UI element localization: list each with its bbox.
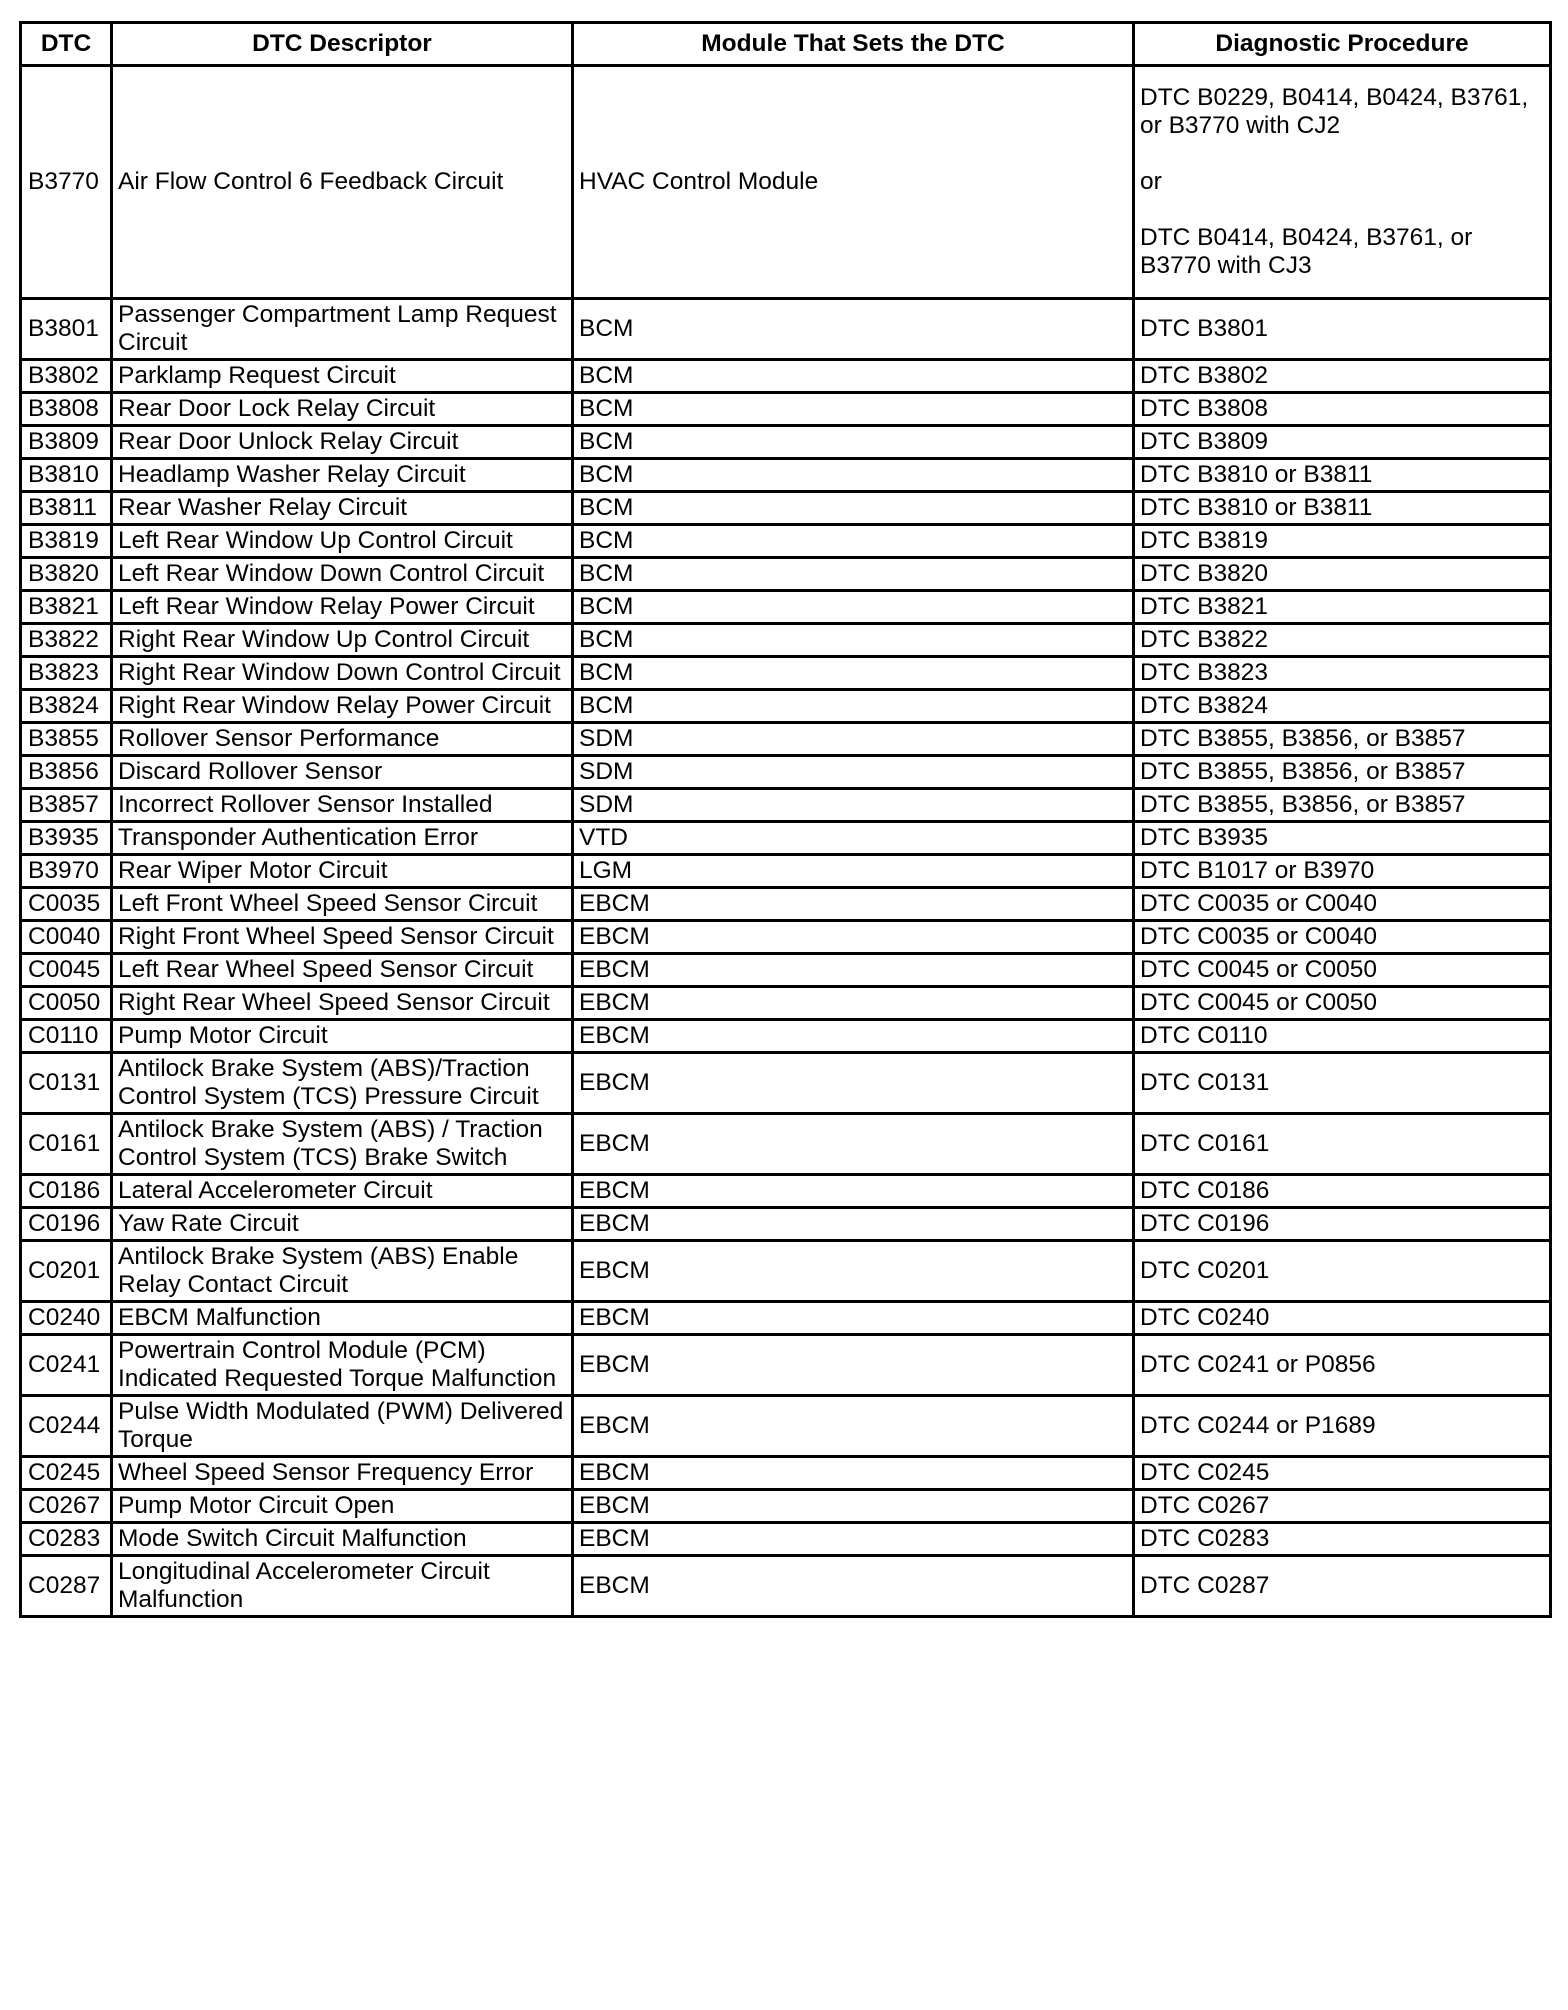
module-cell: EBCM xyxy=(573,987,1134,1020)
module-cell: BCM xyxy=(573,426,1134,459)
dtc-code-cell: C0240 xyxy=(21,1302,112,1335)
dtc-descriptor-cell: Powertrain Control Module (PCM) Indicated Requested Torque Malfunction xyxy=(112,1335,573,1396)
table-row xyxy=(21,525,1551,558)
dtc-code-cell: C0267 xyxy=(21,1490,112,1523)
dtc-descriptor-cell: Left Rear Wheel Speed Sensor Circuit xyxy=(112,954,573,987)
dtc-code-cell: B3822 xyxy=(21,624,112,657)
table-body xyxy=(21,66,1551,1617)
dtc-descriptor-cell: Pump Motor Circuit Open xyxy=(112,1490,573,1523)
dtc-descriptor-cell: Yaw Rate Circuit xyxy=(112,1208,573,1241)
table-row xyxy=(21,921,1551,954)
dtc-code-cell: B3810 xyxy=(21,459,112,492)
dtc-descriptor-cell: Left Rear Window Up Control Circuit xyxy=(112,525,573,558)
dtc-descriptor-cell: EBCM Malfunction xyxy=(112,1302,573,1335)
dtc-code-cell: C0035 xyxy=(21,888,112,921)
dtc-descriptor-cell: Headlamp Washer Relay Circuit xyxy=(112,459,573,492)
module-cell: BCM xyxy=(573,591,1134,624)
table-row xyxy=(21,426,1551,459)
dtc-table-container xyxy=(19,21,1552,1618)
diagnostic-procedure-cell: DTC C0035 or C0040 xyxy=(1134,888,1551,921)
dtc-descriptor-cell: Incorrect Rollover Sensor Installed xyxy=(112,789,573,822)
diagnostic-procedure-cell: DTC B3822 xyxy=(1134,624,1551,657)
dtc-code-cell: C0040 xyxy=(21,921,112,954)
table-row xyxy=(21,1114,1551,1175)
dtc-code-cell: C0110 xyxy=(21,1020,112,1053)
diagnostic-procedure-cell: DTC B3935 xyxy=(1134,822,1551,855)
diagnostic-procedure-cell: DTC C0196 xyxy=(1134,1208,1551,1241)
diagnostic-procedure-cell: DTC B3810 or B3811 xyxy=(1134,492,1551,525)
dtc-descriptor-cell: Discard Rollover Sensor xyxy=(112,756,573,789)
module-cell: EBCM xyxy=(573,1457,1134,1490)
table-row xyxy=(21,954,1551,987)
table-row xyxy=(21,1208,1551,1241)
dtc-descriptor-cell: Longitudinal Accelerometer Circuit Malfunction xyxy=(112,1556,573,1617)
dtc-code-cell: B3821 xyxy=(21,591,112,624)
diagnostic-procedure-cell: DTC B3820 xyxy=(1134,558,1551,591)
table-row xyxy=(21,888,1551,921)
module-cell: HVAC Control Module xyxy=(573,66,1134,299)
module-cell: BCM xyxy=(573,492,1134,525)
dtc-code-cell: B3811 xyxy=(21,492,112,525)
dtc-descriptor-cell: Right Front Wheel Speed Sensor Circuit xyxy=(112,921,573,954)
diagnostic-procedure-cell: DTC B3809 xyxy=(1134,426,1551,459)
dtc-descriptor-cell: Right Rear Window Relay Power Circuit xyxy=(112,690,573,723)
dtc-code-cell: B3970 xyxy=(21,855,112,888)
dtc-code-cell: B3857 xyxy=(21,789,112,822)
diagnostic-procedure-cell: DTC C0045 or C0050 xyxy=(1134,954,1551,987)
dtc-table xyxy=(19,21,1552,1618)
dtc-code-cell: B3809 xyxy=(21,426,112,459)
dtc-descriptor-cell: Rear Door Unlock Relay Circuit xyxy=(112,426,573,459)
diagnostic-procedure-cell: DTC C0283 xyxy=(1134,1523,1551,1556)
module-cell: EBCM xyxy=(573,1556,1134,1617)
dtc-code-cell: B3801 xyxy=(21,299,112,360)
dtc-code-cell: B3935 xyxy=(21,822,112,855)
diagnostic-procedure-cell: DTC C0131 xyxy=(1134,1053,1551,1114)
diagnostic-procedure-cell: DTC B3823 xyxy=(1134,657,1551,690)
dtc-code-cell: B3823 xyxy=(21,657,112,690)
dtc-code-cell: C0161 xyxy=(21,1114,112,1175)
header-module: Module That Sets the DTC xyxy=(573,23,1134,66)
table-row xyxy=(21,299,1551,360)
dtc-code-cell: B3808 xyxy=(21,393,112,426)
table-row xyxy=(21,756,1551,789)
module-cell: EBCM xyxy=(573,1175,1134,1208)
dtc-descriptor-cell: Antilock Brake System (ABS)/Traction Control System (TCS) Pressure Circuit xyxy=(112,1053,573,1114)
dtc-descriptor-cell: Antilock Brake System (ABS) Enable Relay Contact Circuit xyxy=(112,1241,573,1302)
dtc-descriptor-cell: Mode Switch Circuit Malfunction xyxy=(112,1523,573,1556)
table-row xyxy=(21,1457,1551,1490)
dtc-code-cell: C0245 xyxy=(21,1457,112,1490)
diagnostic-procedure-cell: DTC B3801 xyxy=(1134,299,1551,360)
table-row xyxy=(21,690,1551,723)
diagnostic-procedure-cell: DTC C0244 or P1689 xyxy=(1134,1396,1551,1457)
table-row xyxy=(21,789,1551,822)
dtc-code-cell: B3856 xyxy=(21,756,112,789)
table-row xyxy=(21,1396,1551,1457)
module-cell: BCM xyxy=(573,657,1134,690)
dtc-code-cell: C0287 xyxy=(21,1556,112,1617)
table-row xyxy=(21,1490,1551,1523)
header-row xyxy=(21,23,1551,66)
dtc-descriptor-cell: Rollover Sensor Performance xyxy=(112,723,573,756)
diagnostic-procedure-cell: DTC B3808 xyxy=(1134,393,1551,426)
dtc-descriptor-cell: Transponder Authentication Error xyxy=(112,822,573,855)
dtc-code-cell: B3819 xyxy=(21,525,112,558)
dtc-descriptor-cell: Left Rear Window Down Control Circuit xyxy=(112,558,573,591)
dtc-code-cell: C0186 xyxy=(21,1175,112,1208)
table-row xyxy=(21,1175,1551,1208)
module-cell: BCM xyxy=(573,525,1134,558)
module-cell: BCM xyxy=(573,393,1134,426)
module-cell: BCM xyxy=(573,360,1134,393)
dtc-code-cell: C0131 xyxy=(21,1053,112,1114)
diagnostic-procedure-cell: DTC C0161 xyxy=(1134,1114,1551,1175)
diagnostic-procedure-cell: DTC C0267 xyxy=(1134,1490,1551,1523)
table-row xyxy=(21,492,1551,525)
dtc-code-cell: C0241 xyxy=(21,1335,112,1396)
dtc-descriptor-cell: Rear Wiper Motor Circuit xyxy=(112,855,573,888)
table-row xyxy=(21,1302,1551,1335)
table-row xyxy=(21,1241,1551,1302)
module-cell: EBCM xyxy=(573,1335,1134,1396)
table-row xyxy=(21,459,1551,492)
dtc-descriptor-cell: Rear Washer Relay Circuit xyxy=(112,492,573,525)
table-row xyxy=(21,657,1551,690)
module-cell: SDM xyxy=(573,723,1134,756)
diagnostic-procedure-cell: DTC B0229, B0414, B0424, B3761, or B3770 with CJ2 or DTC B0414, B0424, B3761, or B3770 with CJ3 xyxy=(1134,66,1551,299)
module-cell: BCM xyxy=(573,459,1134,492)
dtc-descriptor-cell: Lateral Accelerometer Circuit xyxy=(112,1175,573,1208)
dtc-code-cell: C0201 xyxy=(21,1241,112,1302)
header-procedure: Diagnostic Procedure xyxy=(1134,23,1551,66)
diagnostic-procedure-cell: DTC C0245 xyxy=(1134,1457,1551,1490)
table-row xyxy=(21,591,1551,624)
module-cell: SDM xyxy=(573,789,1134,822)
diagnostic-procedure-cell: DTC C0287 xyxy=(1134,1556,1551,1617)
dtc-descriptor-cell: Right Rear Window Up Control Circuit xyxy=(112,624,573,657)
dtc-descriptor-cell: Antilock Brake System (ABS) / Traction Control System (TCS) Brake Switch xyxy=(112,1114,573,1175)
diagnostic-procedure-cell: DTC B3802 xyxy=(1134,360,1551,393)
diagnostic-procedure-cell: DTC C0201 xyxy=(1134,1241,1551,1302)
diagnostic-procedure-cell: DTC B3819 xyxy=(1134,525,1551,558)
module-cell: EBCM xyxy=(573,1396,1134,1457)
diagnostic-procedure-cell: DTC C0110 xyxy=(1134,1020,1551,1053)
table-row xyxy=(21,1335,1551,1396)
table-row xyxy=(21,1020,1551,1053)
table-row xyxy=(21,723,1551,756)
dtc-descriptor-cell: Left Front Wheel Speed Sensor Circuit xyxy=(112,888,573,921)
module-cell: EBCM xyxy=(573,1053,1134,1114)
dtc-code-cell: C0244 xyxy=(21,1396,112,1457)
module-cell: EBCM xyxy=(573,1208,1134,1241)
dtc-descriptor-cell: Right Rear Window Down Control Circuit xyxy=(112,657,573,690)
dtc-code-cell: C0196 xyxy=(21,1208,112,1241)
module-cell: EBCM xyxy=(573,1114,1134,1175)
diagnostic-procedure-cell: DTC B3855, B3856, or B3857 xyxy=(1134,723,1551,756)
diagnostic-procedure-cell: DTC B3810 or B3811 xyxy=(1134,459,1551,492)
table-row xyxy=(21,1053,1551,1114)
table-row xyxy=(21,987,1551,1020)
module-cell: EBCM xyxy=(573,1490,1134,1523)
dtc-descriptor-cell: Left Rear Window Relay Power Circuit xyxy=(112,591,573,624)
diagnostic-procedure-cell: DTC C0035 or C0040 xyxy=(1134,921,1551,954)
module-cell: EBCM xyxy=(573,888,1134,921)
dtc-code-cell: B3824 xyxy=(21,690,112,723)
diagnostic-procedure-cell: DTC B3821 xyxy=(1134,591,1551,624)
dtc-code-cell: B3820 xyxy=(21,558,112,591)
diagnostic-procedure-cell: DTC B3855, B3856, or B3857 xyxy=(1134,789,1551,822)
diagnostic-procedure-cell: DTC C0045 or C0050 xyxy=(1134,987,1551,1020)
table-row xyxy=(21,393,1551,426)
table-row xyxy=(21,855,1551,888)
diagnostic-procedure-cell: DTC C0240 xyxy=(1134,1302,1551,1335)
table-row xyxy=(21,822,1551,855)
dtc-descriptor-cell: Right Rear Wheel Speed Sensor Circuit xyxy=(112,987,573,1020)
module-cell: SDM xyxy=(573,756,1134,789)
module-cell: EBCM xyxy=(573,1302,1134,1335)
module-cell: EBCM xyxy=(573,1523,1134,1556)
dtc-code-cell: B3802 xyxy=(21,360,112,393)
dtc-code-cell: C0283 xyxy=(21,1523,112,1556)
table-row xyxy=(21,1556,1551,1617)
module-cell: EBCM xyxy=(573,921,1134,954)
module-cell: VTD xyxy=(573,822,1134,855)
table-row xyxy=(21,558,1551,591)
module-cell: BCM xyxy=(573,299,1134,360)
module-cell: EBCM xyxy=(573,954,1134,987)
header-descriptor: DTC Descriptor xyxy=(112,23,573,66)
diagnostic-procedure-cell: DTC B3855, B3856, or B3857 xyxy=(1134,756,1551,789)
dtc-descriptor-cell: Rear Door Lock Relay Circuit xyxy=(112,393,573,426)
dtc-descriptor-cell: Pump Motor Circuit xyxy=(112,1020,573,1053)
header-dtc: DTC xyxy=(21,23,112,66)
dtc-code-cell: B3770 xyxy=(21,66,112,299)
dtc-descriptor-cell: Parklamp Request Circuit xyxy=(112,360,573,393)
dtc-descriptor-cell: Pulse Width Modulated (PWM) Delivered Torque xyxy=(112,1396,573,1457)
module-cell: EBCM xyxy=(573,1241,1134,1302)
dtc-code-cell: C0045 xyxy=(21,954,112,987)
module-cell: BCM xyxy=(573,690,1134,723)
diagnostic-procedure-cell: DTC B1017 or B3970 xyxy=(1134,855,1551,888)
module-cell: BCM xyxy=(573,624,1134,657)
diagnostic-procedure-cell: DTC C0241 or P0856 xyxy=(1134,1335,1551,1396)
dtc-code-cell: B3855 xyxy=(21,723,112,756)
module-cell: BCM xyxy=(573,558,1134,591)
diagnostic-procedure-cell: DTC B3824 xyxy=(1134,690,1551,723)
diagnostic-procedure-cell: DTC C0186 xyxy=(1134,1175,1551,1208)
dtc-descriptor-cell: Passenger Compartment Lamp Request Circuit xyxy=(112,299,573,360)
table-row xyxy=(21,360,1551,393)
dtc-descriptor-cell: Wheel Speed Sensor Frequency Error xyxy=(112,1457,573,1490)
module-cell: LGM xyxy=(573,855,1134,888)
dtc-descriptor-cell: Air Flow Control 6 Feedback Circuit xyxy=(112,66,573,299)
table-row xyxy=(21,1523,1551,1556)
table-row xyxy=(21,624,1551,657)
module-cell: EBCM xyxy=(573,1020,1134,1053)
table-row xyxy=(21,66,1551,299)
dtc-code-cell: C0050 xyxy=(21,987,112,1020)
